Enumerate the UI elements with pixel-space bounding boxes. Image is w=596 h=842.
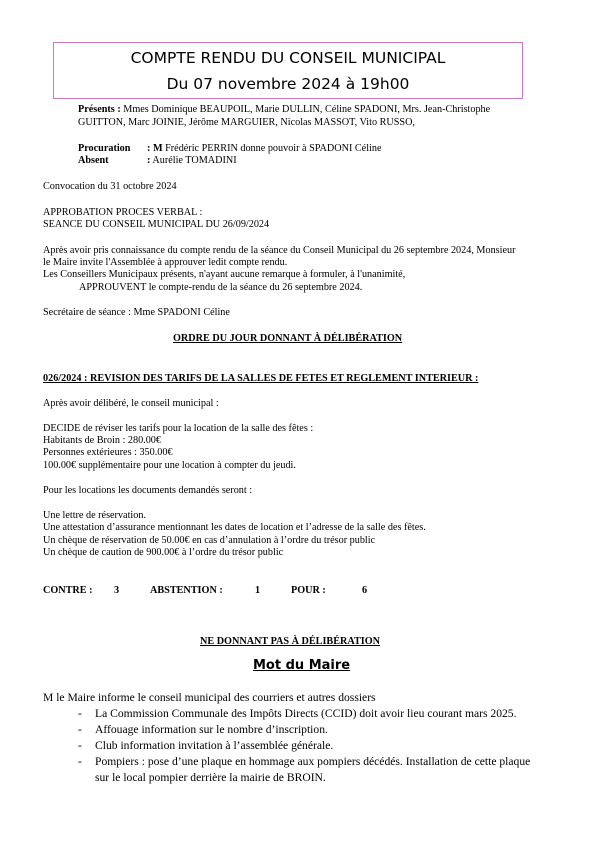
document-date: Du 07 novembre 2024 à 19h00 [166, 75, 410, 93]
procuration-label: Procuration [78, 143, 131, 154]
vote-pour-value: 6 [362, 585, 368, 596]
document-attestation: Une attestation d’assurance mentionnant les dates de location et l’adresse de la salle des fêtes. [43, 522, 426, 533]
document-cheque-caution: Un chèque de caution de 900.00€ à l’ordre du trésor public [43, 547, 284, 558]
absent-sep: : [147, 155, 151, 166]
info-item-ccid: La Commission Communale des Impôts Directs (CCID) doit avoir lieu courant mars 2025. [95, 707, 517, 720]
tarif-supplement: 100.00€ supplémentaire pour une location à compter du jeudi. [43, 460, 296, 471]
documents-intro: Pour les locations les documents demandés seront : [43, 485, 253, 496]
deliberation-decide: DECIDE de réviser les tarifs pour la location de la salle des fêtes : [43, 423, 314, 434]
deliberation-intro: Après avoir délibéré, le conseil municipal : [43, 398, 219, 409]
approbation-text-3: Les Conseillers Municipaux présents, n'ayant aucune remarque à formuler, à l'unanimité, [43, 269, 406, 280]
presents-line1 [78, 104, 490, 117]
presents-names-1: Mmes Dominique BEAUPOIL, Marie DULLIN, Céline SPADONI, Mrs. Jean-Christophe [123, 104, 491, 115]
info-item-club: Club information invitation à l’assemblée générale. [95, 739, 334, 752]
vote-contre-label: CONTRE : [43, 585, 93, 596]
tarif-habitants: Habitants de Broin : 280.00€ [43, 435, 161, 446]
procuration-sep: : M [147, 143, 163, 154]
document-lettre: Une lettre de réservation. [43, 510, 146, 521]
document-title: COMPTE RENDU DU CONSEIL MUNICIPAL [130, 49, 446, 67]
bullet-dash: - [78, 739, 82, 752]
absent-label: Absent [78, 155, 109, 166]
procuration-text: Frédéric PERRIN donne pouvoir à SPADONI Céline [165, 143, 382, 154]
deliberation-title: 026/2024 : REVISION DES TARIFS DE LA SALLES DE FETES ET REGLEMENT INTERIEUR : [43, 373, 479, 384]
document-cheque-reservation: Un chèque de réservation de 50.00€ en cas d’annulation à l’ordre du trésor public [43, 535, 376, 546]
ne-donnant-heading: NE DONNANT PAS À DÉLIBÉRATION [200, 636, 381, 647]
approbation-text-1: Après avoir pris connaissance du compte rendu de la séance du Conseil Municipal du 26 septembre 2024, Monsieur [43, 245, 516, 256]
procuration-value [147, 143, 381, 156]
approbation-seance: SEANCE DU CONSEIL MUNICIPAL DU 26/09/2024 [43, 219, 270, 230]
vote-abstention-value: 1 [255, 585, 261, 596]
presents-label: Présents : [78, 104, 121, 115]
info-item-pompiers-2: sur le local pompier derrière la mairie de BROIN. [95, 771, 326, 784]
absent-value [147, 155, 237, 168]
info-item-affouage: Affouage information sur le nombre d’inscription. [95, 723, 328, 736]
title-box [53, 42, 523, 99]
bullet-dash: - [78, 723, 82, 736]
approbation-text-4: APPROUVENT le compte-rendu de la séance du 26 septembre 2024. [79, 282, 363, 293]
mot-du-maire-intro: M le Maire informe le conseil municipal des courriers et autres dossiers [43, 691, 376, 704]
absent-text: Aurélie TOMADINI [152, 155, 237, 166]
secretaire: Secrétaire de séance : Mme SPADONI Céline [43, 307, 230, 318]
presents-names-2: GUITTON, Marc JOINIE, Jérôme MARGUIER, Nicolas MASSOT, Vito RUSSO, [78, 117, 415, 128]
vote-contre-value: 3 [114, 585, 120, 596]
mot-du-maire-title: Mot du Maire [253, 658, 351, 673]
tarif-exterieurs: Personnes extérieures : 350.00€ [43, 447, 173, 458]
approbation-text-2: le Maire invite l'Assemblée à approuver ledit compte rendu. [43, 257, 288, 268]
info-item-pompiers-1: Pompiers : pose d’une plaque en hommage aux pompiers décédés. Installation de cette plaque [95, 755, 531, 768]
vote-pour-label: POUR : [291, 585, 326, 596]
convocation: Convocation du 31 octobre 2024 [43, 181, 177, 192]
bullet-dash: - [78, 755, 82, 768]
vote-abstention-label: ABSTENTION : [150, 585, 223, 596]
approbation-title: APPROBATION PROCES VERBAL : [43, 207, 203, 218]
ordre-du-jour-heading: ORDRE DU JOUR DONNANT À DÉLIBÉRATION [173, 333, 403, 344]
bullet-dash: - [78, 707, 82, 720]
